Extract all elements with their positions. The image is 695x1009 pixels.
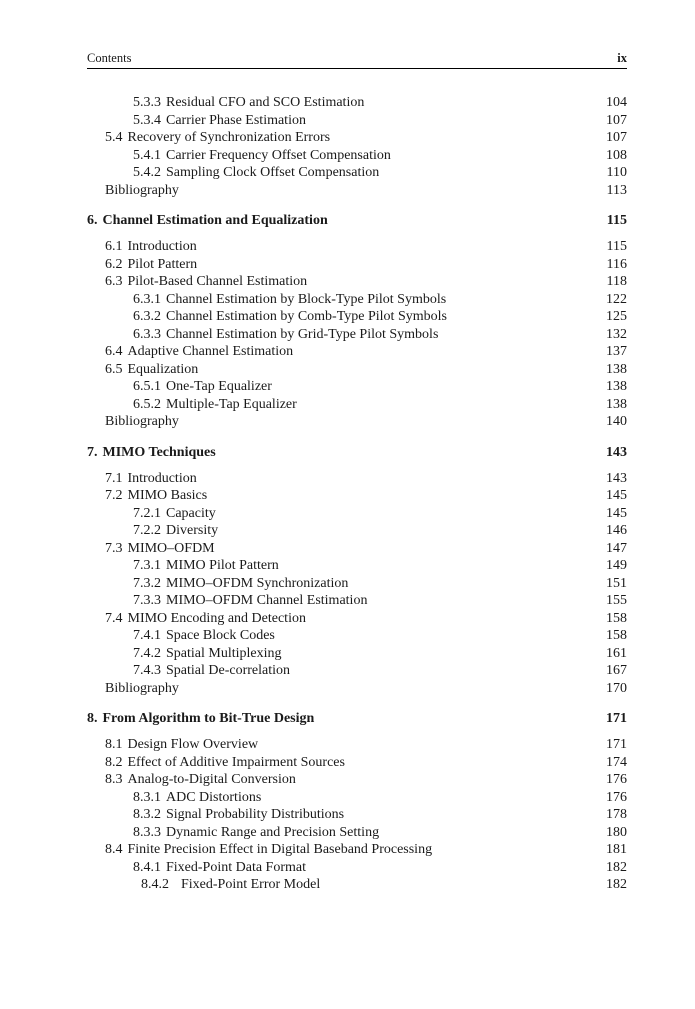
toc-entry-number: 7.3.3 xyxy=(133,593,161,608)
toc-entry-page: 158 xyxy=(606,628,627,643)
toc-entry-title: Finite Precision Effect in Digital Baseband Processing xyxy=(127,842,433,857)
toc-entry-title: Channel Estimation by Block-Type Pilot Symbols xyxy=(166,291,447,307)
toc-entry-title: Bibliography xyxy=(105,414,179,429)
toc-entry-number: 7.3.1 xyxy=(133,558,161,573)
toc-subsection-entry[interactable] xyxy=(87,112,627,130)
toc-entry-number: 8.3 xyxy=(105,772,123,787)
toc-subsection-entry[interactable] xyxy=(87,326,627,344)
toc-entry-title: Fixed-Point Data Format xyxy=(166,859,306,875)
toc-entry-number: 7.2 xyxy=(105,488,123,503)
toc-entry-page: 143 xyxy=(606,470,627,486)
toc-section-entry[interactable] xyxy=(87,238,627,256)
toc-entry-title: Pilot-Based Channel Estimation xyxy=(127,274,308,289)
toc-entry-title: Carrier Phase Estimation xyxy=(166,112,306,128)
toc-entry-page: 138 xyxy=(606,379,627,394)
toc-entry-page: 107 xyxy=(606,112,627,128)
toc-entry-number: 6.3.3 xyxy=(133,326,161,342)
toc-entry-page: 158 xyxy=(606,610,627,626)
toc-subsection-entry[interactable] xyxy=(87,876,627,894)
toc-entry-number: 7.3 xyxy=(105,540,123,556)
toc-entry-number: 8.3.2 xyxy=(133,807,161,822)
toc-section-entry[interactable] xyxy=(87,540,627,558)
toc-section-entry[interactable] xyxy=(87,129,627,147)
toc-entry-number: 6.2 xyxy=(105,256,123,272)
toc-section-entry[interactable] xyxy=(87,361,627,379)
toc-subsection-entry[interactable] xyxy=(87,627,627,645)
toc-entry-title: Multiple-Tap Equalizer xyxy=(166,396,297,412)
toc-entry-number: 8.2 xyxy=(105,754,123,770)
toc-chapter-entry[interactable] xyxy=(87,444,627,462)
header-section-title: Contents xyxy=(87,51,132,65)
toc-entry-page: 180 xyxy=(606,824,627,840)
toc-entry-number: 6.5 xyxy=(105,361,123,377)
toc-subsection-entry[interactable] xyxy=(87,859,627,877)
toc-entry-page: 137 xyxy=(606,344,627,359)
toc-entry-number: 7.4.3 xyxy=(133,663,161,678)
toc-section-entry[interactable] xyxy=(87,470,627,488)
toc-entry-title: Sampling Clock Offset Compensation xyxy=(166,165,380,180)
toc-entry-title: Pilot Pattern xyxy=(127,256,198,272)
toc-entry-page: 161 xyxy=(606,645,627,661)
toc-entry-number: 7.4 xyxy=(105,610,123,626)
toc-chapter-entry[interactable] xyxy=(87,212,627,230)
toc-section-entry[interactable] xyxy=(87,680,627,698)
toc-entry-page: 149 xyxy=(606,558,627,573)
toc-entry-number: 6.3.1 xyxy=(133,291,161,307)
toc-entry-number: 7.2.1 xyxy=(133,505,161,521)
toc-entry-page: 110 xyxy=(606,165,627,180)
toc-section-entry[interactable] xyxy=(87,343,627,361)
toc-entry-number: 8.4.2 xyxy=(141,877,169,892)
toc-entry-page: 104 xyxy=(606,95,627,110)
toc-entry-page: 170 xyxy=(606,680,627,696)
toc-section-entry[interactable] xyxy=(87,736,627,754)
toc-entry-title: Channel Estimation by Grid-Type Pilot Symbols xyxy=(166,326,439,342)
toc-subsection-entry[interactable] xyxy=(87,291,627,309)
toc-entry-title: MIMO–OFDM Channel Estimation xyxy=(166,593,368,608)
table-of-contents xyxy=(87,94,627,894)
toc-entry-page: 146 xyxy=(606,523,627,538)
toc-entry-page: 174 xyxy=(606,754,627,770)
toc-entry-title: Residual CFO and SCO Estimation xyxy=(166,95,365,110)
toc-section-entry[interactable] xyxy=(87,610,627,628)
toc-entry-title: MIMO Encoding and Detection xyxy=(127,610,306,626)
header-page-number: ix xyxy=(617,51,627,65)
toc-subsection-entry[interactable] xyxy=(87,308,627,326)
toc-entry-title: Channel Estimation and Equalization xyxy=(102,213,328,228)
toc-entry-page: 108 xyxy=(606,147,627,163)
toc-entry-title: One-Tap Equalizer xyxy=(166,379,272,394)
toc-entry-title: Channel Estimation by Comb-Type Pilot Symbols xyxy=(166,309,447,324)
toc-entry-page: 140 xyxy=(606,414,627,429)
toc-entry-title: Introduction xyxy=(127,470,197,486)
toc-entry-page: 118 xyxy=(606,274,627,289)
toc-entry-title: Adaptive Channel Estimation xyxy=(127,344,294,359)
toc-entry-number: 5.3.3 xyxy=(133,95,161,110)
toc-section-entry[interactable] xyxy=(87,413,627,431)
toc-entry-title: Bibliography xyxy=(105,182,179,198)
toc-entry-page: 138 xyxy=(606,396,627,412)
toc-entry-page: 145 xyxy=(606,488,627,503)
toc-entry-number: 8.3.1 xyxy=(133,789,161,805)
toc-entry-page: 167 xyxy=(606,663,627,678)
toc-entry-title: Diversity xyxy=(166,523,219,538)
toc-subsection-entry[interactable] xyxy=(87,557,627,575)
toc-subsection-entry[interactable] xyxy=(87,575,627,593)
toc-entry-title: Design Flow Overview xyxy=(127,737,259,752)
toc-section-entry[interactable] xyxy=(87,182,627,200)
toc-entry-number: 7. xyxy=(87,444,98,460)
running-header xyxy=(87,50,627,69)
toc-entry-title: Carrier Frequency Offset Compensation xyxy=(166,147,391,163)
toc-entry-number: 7.1 xyxy=(105,470,123,486)
toc-subsection-entry[interactable] xyxy=(87,592,627,610)
toc-entry-number: 6. xyxy=(87,213,98,228)
toc-entry-page: 138 xyxy=(606,361,627,377)
toc-subsection-entry[interactable] xyxy=(87,94,627,112)
toc-entry-title: Space Block Codes xyxy=(166,628,275,643)
toc-entry-title: MIMO–OFDM xyxy=(127,540,215,556)
toc-entry-title: Capacity xyxy=(166,505,216,521)
toc-entry-number: 7.3.2 xyxy=(133,575,161,591)
toc-entry-page: 125 xyxy=(606,309,627,324)
toc-entry-page: 182 xyxy=(606,877,627,892)
toc-entry-title: Spatial De-correlation xyxy=(166,663,291,678)
toc-subsection-entry[interactable] xyxy=(87,806,627,824)
toc-entry-title: Effect of Additive Impairment Sources xyxy=(127,754,345,770)
toc-entry-number: 8.4 xyxy=(105,842,123,857)
toc-entry-page: 171 xyxy=(606,737,627,752)
toc-entry-number: 8.3.3 xyxy=(133,824,161,840)
toc-entry-page: 145 xyxy=(606,505,627,521)
toc-entry-title: MIMO–OFDM Synchronization xyxy=(166,575,349,591)
toc-entry-number: 8.4.1 xyxy=(133,859,161,875)
toc-entry-page: 115 xyxy=(606,213,627,228)
toc-entry-page: 132 xyxy=(606,326,627,342)
toc-section-entry[interactable] xyxy=(87,754,627,772)
toc-entry-title: ADC Distortions xyxy=(166,789,262,805)
toc-entry-title: Equalization xyxy=(127,361,199,377)
toc-entry-number: 6.1 xyxy=(105,239,123,254)
toc-entry-page: 116 xyxy=(606,256,627,272)
toc-entry-number: 5.3.4 xyxy=(133,112,161,128)
toc-entry-title: Analog-to-Digital Conversion xyxy=(127,772,296,787)
toc-entry-title: MIMO Techniques xyxy=(102,444,216,460)
toc-entry-page: 113 xyxy=(606,182,627,198)
toc-entry-number: 7.4.1 xyxy=(133,628,161,643)
toc-subsection-entry[interactable] xyxy=(87,522,627,540)
toc-entry-number: 5.4.1 xyxy=(133,147,161,163)
toc-entry-page: 171 xyxy=(606,711,627,726)
toc-entry-title: Bibliography xyxy=(105,680,179,696)
toc-subsection-entry[interactable] xyxy=(87,662,627,680)
toc-entry-title: MIMO Pilot Pattern xyxy=(166,558,279,573)
toc-entry-title: Recovery of Synchronization Errors xyxy=(127,130,331,145)
toc-entry-title: Spatial Multiplexing xyxy=(166,645,282,661)
toc-entry-title: Dynamic Range and Precision Setting xyxy=(166,824,380,840)
toc-entry-page: 147 xyxy=(606,540,627,556)
toc-entry-number: 5.4 xyxy=(105,130,123,145)
toc-entry-title: Fixed-Point Error Model xyxy=(181,877,321,892)
toc-section-entry[interactable] xyxy=(87,256,627,274)
toc-entry-page: 107 xyxy=(606,130,627,145)
toc-subsection-entry[interactable] xyxy=(87,505,627,523)
toc-entry-page: 176 xyxy=(606,789,627,805)
toc-entry-page: 182 xyxy=(606,859,627,875)
toc-entry-number: 7.2.2 xyxy=(133,523,161,538)
toc-section-entry[interactable] xyxy=(87,487,627,505)
toc-entry-page: 155 xyxy=(606,593,627,608)
toc-entry-page: 178 xyxy=(606,807,627,822)
toc-subsection-entry[interactable] xyxy=(87,147,627,165)
toc-entry-number: 6.3.2 xyxy=(133,309,161,324)
toc-entry-number: 6.5.1 xyxy=(133,379,161,394)
toc-subsection-entry[interactable] xyxy=(87,789,627,807)
toc-subsection-entry[interactable] xyxy=(87,645,627,663)
toc-entry-number: 6.4 xyxy=(105,344,123,359)
toc-entry-page: 151 xyxy=(606,575,627,591)
toc-entry-title: From Algorithm to Bit-True Design xyxy=(102,711,315,726)
toc-entry-page: 122 xyxy=(606,291,627,307)
toc-entry-number: 8. xyxy=(87,711,98,726)
toc-entry-page: 115 xyxy=(606,239,627,254)
toc-entry-number: 7.4.2 xyxy=(133,645,161,661)
toc-chapter-entry[interactable] xyxy=(87,710,627,728)
toc-section-entry[interactable] xyxy=(87,273,627,291)
toc-entry-page: 176 xyxy=(606,772,627,787)
toc-subsection-entry[interactable] xyxy=(87,396,627,414)
toc-entry-title: MIMO Basics xyxy=(127,488,208,503)
toc-entry-page: 181 xyxy=(606,842,627,857)
toc-subsection-entry[interactable] xyxy=(87,378,627,396)
toc-entry-page: 143 xyxy=(606,444,627,460)
toc-entry-number: 6.3 xyxy=(105,274,123,289)
toc-entry-number: 6.5.2 xyxy=(133,396,161,412)
toc-entry-number: 8.1 xyxy=(105,737,123,752)
toc-subsection-entry[interactable] xyxy=(87,164,627,182)
toc-entry-title: Introduction xyxy=(127,239,197,254)
toc-entry-title: Signal Probability Distributions xyxy=(166,807,345,822)
toc-entry-number: 5.4.2 xyxy=(133,165,161,180)
toc-subsection-entry[interactable] xyxy=(87,824,627,842)
toc-section-entry[interactable] xyxy=(87,841,627,859)
toc-section-entry[interactable] xyxy=(87,771,627,789)
